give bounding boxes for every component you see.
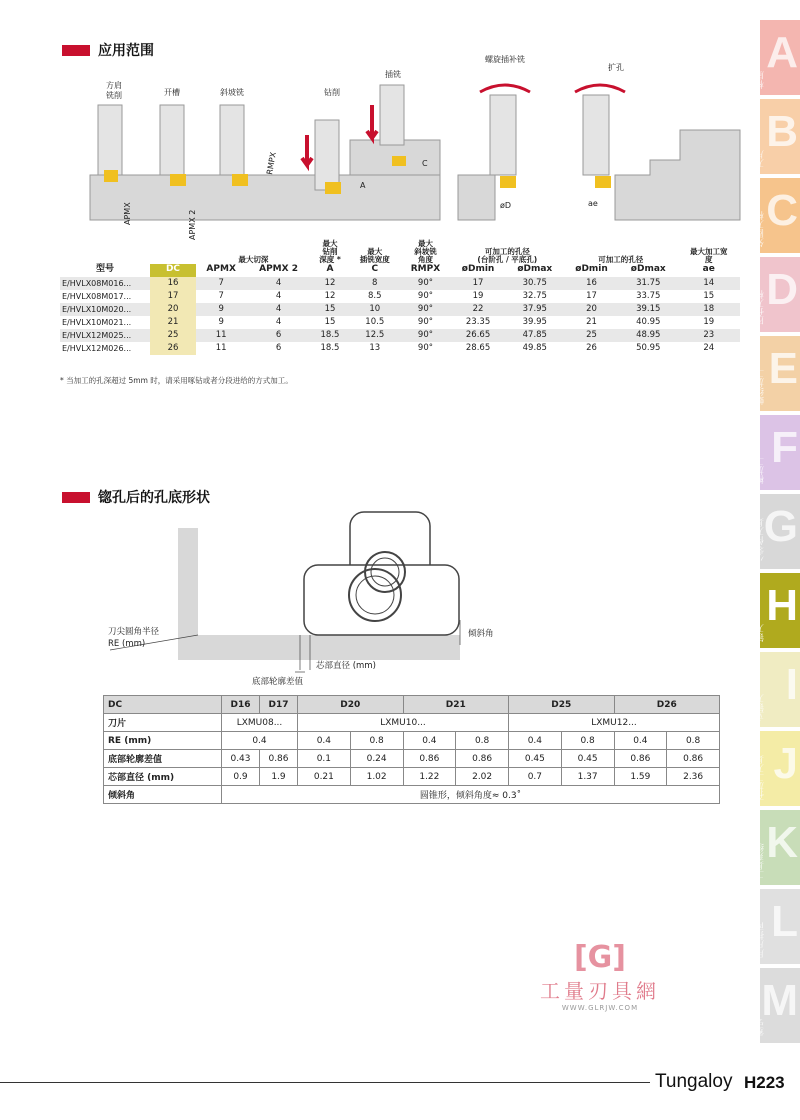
cell: E/HVLX12M026... (62, 343, 132, 353)
cell: 11 (215, 343, 227, 354)
cell: 7 (218, 291, 224, 302)
cell: 2.36 (667, 768, 720, 786)
cell: 0.86 (403, 750, 456, 768)
workpiece-left (90, 175, 440, 220)
spec-group-header-row (60, 240, 740, 264)
label-re-1: 刀尖圆角半径 (108, 627, 160, 637)
cell: 8 (349, 277, 400, 290)
cell: 15 (324, 317, 336, 328)
bottom-shape-title-text: 锪孔后的孔底形状 (98, 490, 210, 506)
bottom-shape-diagram-svg (100, 510, 500, 695)
col-dmax-1: øDmax (517, 264, 553, 275)
cell: 刀片 (104, 714, 222, 732)
cell: 0.4 (298, 732, 351, 750)
cell: 2.02 (456, 768, 509, 786)
cell: 90° (417, 343, 433, 354)
insert-bore (595, 176, 611, 188)
cell: 4 (246, 277, 310, 290)
cell: E/HVLX10M021... (62, 317, 132, 327)
side-tab-f[interactable] (756, 415, 800, 490)
cell: 芯部直径 (mm) (104, 768, 222, 786)
cell: 26.65 (451, 329, 506, 342)
hdr-hole: 可加工的孔径 (598, 254, 644, 264)
page-number: H223 (744, 1073, 785, 1092)
label-re-2: RE (mm) (108, 639, 146, 649)
hdr-max-ramp: 最大 斜坡铣 角度 (414, 239, 437, 264)
cell: 0.4 (403, 732, 456, 750)
side-tab-i[interactable] (756, 652, 800, 727)
cell: 0.4 (509, 732, 562, 750)
side-tab-label: 用户指南 (756, 922, 766, 958)
side-tab-m[interactable] (756, 968, 800, 1043)
cell: 19 (472, 291, 484, 302)
side-tab-letter: A (766, 28, 798, 77)
tool-bore (583, 95, 609, 175)
title-bar-marker (62, 45, 90, 56)
cell: 16 (150, 277, 196, 290)
cell: 22 (451, 303, 506, 316)
cell: DC (104, 696, 222, 714)
insert-shoulder (104, 170, 118, 182)
col-a: A (326, 264, 334, 275)
side-tab-g[interactable] (756, 494, 800, 569)
cell: 0.9 (222, 768, 260, 786)
col-dmin-2: øDmin (575, 264, 608, 275)
cell: 6 (275, 343, 282, 354)
side-tab-label: 刀片 (756, 150, 766, 168)
table-row (104, 732, 720, 750)
side-tab-letter: E (768, 344, 798, 393)
side-tab-strip (756, 20, 800, 1047)
col-apmx: APMX (206, 264, 236, 275)
cell: 23.35 (465, 317, 491, 328)
cell: 21 (586, 317, 597, 328)
cell: 39.95 (522, 317, 547, 328)
side-tab-letter: D (766, 265, 798, 314)
cell: D26 (614, 696, 720, 714)
insert-plunge (392, 156, 406, 166)
cell: 20 (564, 303, 619, 316)
cell: 28.65 (465, 343, 491, 354)
label-slot: 开槽 (164, 88, 180, 97)
side-tab-letter: F (771, 423, 798, 472)
cell: 1.02 (350, 768, 403, 786)
side-tab-letter: C (766, 186, 798, 235)
side-tab-letter: G (763, 502, 798, 551)
cell: 17 (150, 290, 196, 303)
table-row (60, 316, 740, 329)
side-tab-letter: K (766, 818, 798, 867)
watermark (520, 940, 680, 1012)
side-tab-label: 槽加工 (756, 457, 766, 484)
col-model: 型号 (95, 264, 114, 275)
cell: 17 (586, 291, 597, 302)
cell: 11 (196, 329, 246, 342)
spec-footnote: * 当加工的孔深超过 5mm 时，请采用啄钻或者分段进给的方式加工。 (60, 376, 293, 385)
hdr-max-width: 最大加工宽 度 (690, 246, 728, 264)
side-tab-letter: M (761, 976, 798, 1025)
side-tab-j[interactable] (756, 731, 800, 806)
cell: 31.75 (619, 277, 678, 290)
label-taper: 倾斜角 (468, 629, 494, 639)
side-tab-k[interactable] (756, 810, 800, 885)
cell: 15 (703, 291, 715, 302)
side-tab-b[interactable] (756, 99, 800, 174)
label-od: øD (500, 201, 512, 210)
label-profile: 底部轮廓差值 (252, 677, 304, 687)
hdr-max-plunge: 最大 插铣宽度 (359, 246, 390, 264)
table-row (60, 329, 740, 342)
cell: 4 (275, 317, 282, 328)
cell: 13 (369, 343, 381, 354)
cell: 17 (451, 277, 506, 290)
side-tab-d[interactable] (756, 257, 800, 332)
cell: 33.75 (636, 291, 661, 302)
cell: D25 (509, 696, 615, 714)
label-apmx2: APMX 2 (188, 209, 197, 240)
cell: 1.37 (561, 768, 614, 786)
col-rmpx: RMPX (410, 264, 441, 275)
col-dc: DC (150, 264, 196, 277)
side-tab-l[interactable] (756, 889, 800, 964)
table-row (104, 768, 720, 786)
tool-slot (160, 105, 184, 175)
label-ae: ae (588, 199, 598, 208)
col-dmax-2: øDmax (630, 264, 666, 275)
side-tab-label: 螺纹加工 (756, 369, 766, 405)
cell: 0.86 (614, 750, 667, 768)
rotation-arrow-helical (480, 85, 530, 92)
bottom-shape-diagram (100, 510, 500, 695)
cell: 12 (311, 277, 349, 290)
cell: 0.45 (509, 750, 562, 768)
col-c: C (371, 264, 379, 275)
cell: 49.85 (522, 343, 547, 354)
label-c: C (422, 159, 428, 168)
bottom-shape-section-title (62, 487, 210, 507)
cell: 90° (417, 317, 433, 328)
cell: 0.4 (614, 732, 667, 750)
tool-helical (490, 95, 516, 175)
cell: 1.59 (614, 768, 667, 786)
rotation-arrow-bore (575, 85, 625, 92)
table-row (104, 696, 720, 714)
cell: 18.5 (311, 329, 349, 342)
cell: 0.4 (222, 732, 298, 750)
side-tab-letter: H (766, 581, 798, 630)
label-helical: 螺旋插补铣 (485, 55, 525, 64)
side-tab-e[interactable] (756, 336, 800, 411)
side-tab-label: 孔加工刀具 (756, 755, 766, 800)
table-row (104, 786, 720, 804)
cell: 0.8 (561, 732, 614, 750)
label-plunge: 插铣 (385, 70, 401, 79)
cell: LXMU12... (509, 714, 720, 732)
label-apmx: APMX (123, 202, 132, 225)
table-row (60, 290, 740, 303)
cell: 0.21 (298, 768, 351, 786)
cell: 47.85 (506, 329, 565, 342)
cell: 18 (678, 303, 740, 316)
cell: 4 (275, 291, 282, 302)
cell: RE (mm) (104, 732, 222, 750)
cell: 4 (246, 303, 310, 316)
cell: 0.86 (456, 750, 509, 768)
insert-outline-front (304, 565, 459, 635)
cell: 32.75 (522, 291, 547, 302)
cell: 6 (246, 329, 310, 342)
tool-drill (315, 120, 339, 190)
title-bar-marker (62, 492, 90, 503)
cell: 14 (678, 277, 740, 290)
cell: 37.95 (506, 303, 565, 316)
cell: 倾斜角 (104, 786, 222, 804)
workpiece-right-a (458, 175, 495, 220)
cell: E/HVLX10M020... (60, 303, 150, 316)
watermark-logo-icon: [G] (573, 940, 627, 975)
feed-arrow-drill (302, 135, 312, 165)
application-diagram (60, 55, 750, 260)
cell: 1.9 (260, 768, 298, 786)
cell: 底部轮廓差值 (104, 750, 222, 768)
cell: 0.8 (667, 732, 720, 750)
cell: 10.5 (365, 317, 385, 328)
cell: 0.45 (561, 750, 614, 768)
side-tab-label: 索引 (756, 1019, 766, 1037)
label-shoulder-1: 方肩 (106, 81, 122, 90)
application-title-text: 应用范围 (98, 43, 154, 59)
cell: E/HVLX08M017... (62, 291, 132, 301)
insert-drill (325, 182, 341, 194)
tool-plunge (380, 85, 404, 145)
label-bore: 扩孔 (608, 63, 624, 72)
side-tab-h[interactable] (756, 573, 800, 648)
insert-helical (500, 176, 516, 188)
cell: 圆锥形，倾斜角度≈ 0.3˚ (222, 786, 720, 804)
side-tab-label: 材质 (756, 71, 766, 89)
cell: 20 (150, 303, 196, 316)
cell: 1.22 (403, 768, 456, 786)
cell: D20 (298, 696, 404, 714)
cell: D17 (260, 696, 298, 714)
cell: LXMU10... (298, 714, 509, 732)
watermark-text: 工量刃具網 (540, 979, 660, 1003)
label-shoulder-2: 铣削 (106, 91, 122, 100)
cell: 18.5 (320, 343, 340, 354)
cell: 39.15 (619, 303, 678, 316)
cell: 40.95 (636, 317, 661, 328)
side-tab-label: 立铣刀 (756, 694, 766, 721)
cell: 48.95 (619, 329, 678, 342)
side-tab-label: 内孔刀杆 (756, 290, 766, 326)
spec-column-header-row (60, 264, 740, 277)
cell: 7 (196, 277, 246, 290)
side-tab-label: 铣刀 (756, 624, 766, 642)
side-tab-letter: B (766, 107, 798, 156)
cell: 12.5 (349, 329, 400, 342)
insert-slot (170, 174, 186, 186)
cell: E/HVLX12M025... (60, 329, 150, 342)
col-apmx2: APMX 2 (259, 264, 298, 275)
cell: 24 (703, 343, 715, 354)
cell: 90° (400, 277, 450, 290)
cell: 10 (349, 303, 400, 316)
tool-shoulder (98, 105, 122, 175)
side-tab-a[interactable] (756, 20, 800, 95)
table-row (104, 750, 720, 768)
hdr-hole-step: 可加工的孔径 (台阶孔 / 平底孔) (477, 246, 538, 264)
cell: 9 (196, 303, 246, 316)
cell: 0.7 (509, 768, 562, 786)
cell: 8.5 (368, 291, 382, 302)
cell: 50.95 (636, 343, 661, 354)
col-dmin-1: øDmin (461, 264, 495, 275)
cell: 25 (150, 329, 196, 342)
cell: 0.8 (456, 732, 509, 750)
hdr-max-drill: 最大 钻削 深度 * (319, 239, 341, 264)
cell: 15 (311, 303, 349, 316)
cell: 19 (703, 317, 715, 328)
cell: D16 (222, 696, 260, 714)
side-tab-letter: I (785, 660, 798, 709)
side-tab-c[interactable] (756, 178, 800, 253)
label-ramp: 斜坡铣 (220, 88, 244, 97)
tool-ramp (220, 105, 244, 175)
cell: 12 (324, 291, 336, 302)
col-ae: ae (702, 264, 715, 275)
cell: 25 (564, 329, 619, 342)
side-tab-label: 工具系统 (756, 843, 766, 879)
side-tab-letter: L (771, 897, 798, 946)
cell: 16 (564, 277, 619, 290)
hdr-max-depth: 最大切深 (238, 254, 269, 264)
table-row (104, 714, 720, 732)
table-row (60, 342, 740, 355)
label-rmpx: RMPX (265, 151, 278, 176)
label-a: A (360, 181, 366, 190)
cell: 0.1 (298, 750, 351, 768)
cell: LXMU08... (222, 714, 298, 732)
cell: 23 (678, 329, 740, 342)
cell: 0.86 (667, 750, 720, 768)
side-tab-letter: J (773, 739, 798, 788)
table-row (60, 277, 740, 290)
cell: D21 (403, 696, 509, 714)
cell: 90° (417, 291, 433, 302)
insert-ramp (232, 174, 248, 186)
cell: 9 (218, 317, 224, 328)
application-section-title (62, 40, 154, 60)
table-row (60, 303, 740, 316)
application-diagram-svg (60, 55, 750, 260)
brand-name: Tungaloy (655, 1071, 733, 1092)
cell: 26 (150, 342, 196, 355)
footer-rule (0, 1082, 650, 1083)
cell: 90° (400, 329, 450, 342)
cell: 21 (150, 316, 196, 329)
bottom-shape-table (103, 695, 720, 804)
cell: 0.8 (350, 732, 403, 750)
cell: 0.24 (350, 750, 403, 768)
cell: E/HVLX08M016... (60, 277, 150, 290)
cell: 26 (586, 343, 597, 354)
cell: 0.86 (260, 750, 298, 768)
side-tab-label: 外圆刀杆 (756, 211, 766, 247)
watermark-url: WWW.GLRJW.COM (561, 1004, 639, 1012)
spec-table-body (60, 277, 740, 355)
cell: 0.43 (222, 750, 260, 768)
side-tab-label: 小零件刀具 (756, 518, 766, 563)
label-core: 芯部直径 (mm) (316, 661, 376, 671)
feed-arrow-plunge (367, 105, 377, 138)
cell: 30.75 (506, 277, 565, 290)
cell: 90° (400, 303, 450, 316)
workpiece-right-b (615, 130, 740, 220)
label-drill: 钻削 (324, 88, 340, 97)
spec-table (60, 240, 740, 355)
